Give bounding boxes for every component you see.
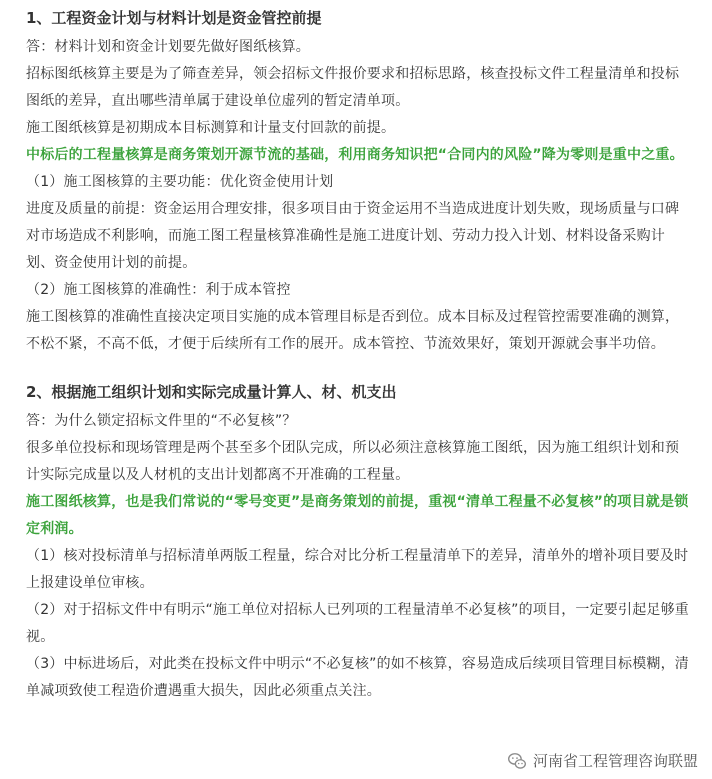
section2-explanation: 很多单位投标和现场管理是两个甚至多个团队完成，所以必须注意核算施工图纸，因为施工组织计划和预计实际完成量以及人材机的支出计划都离不开准确的工程量。 bbox=[26, 440, 680, 483]
section2-item-3: （3）中标进场后，对此类在投标文件中明示“不必复核”的如不核算，容易造成后续项目管理目标模糊，清单减项致使工程造价遭遇重大损失，因此必须重点关注。 bbox=[26, 656, 690, 699]
section1-point2-title: （2）施工图核算的准确性：利于成本管控 bbox=[26, 282, 291, 298]
watermark-text: 河南省工程管理咨询联盟 bbox=[532, 752, 698, 770]
section1-point1-body: 进度及质量的前提：资金运用合理安排，很多项目由于资金运用不当造成进度计划失败，现场质量与口碑对市场造成不利影响，而施工图工程量核算准确性是施工进度计划、劳动力投入计划、材料设备采购计划、资金使用计划的前提。 bbox=[26, 201, 680, 271]
section1-answer: 答：材料计划和资金计划要先做好图纸核算。 bbox=[26, 39, 310, 55]
section1-bid-drawing: 招标图纸核算主要是为了筛查差异，领会招标文件报价要求和招标思路，核查投标文件工程量清单和投标图纸的差异，直出哪些清单属于建设单位虚列的暂定清单项。 bbox=[26, 66, 680, 109]
section1-heading: 1、工程资金计划与材料计划是资金管控前提 bbox=[26, 9, 322, 27]
section2-item-1: （1）核对投标清单与招标清单两版工程量，综合对比分析工程量清单下的差异，清单外的增补项目要及时上报建设单位审核。 bbox=[26, 548, 689, 591]
wechat-icon bbox=[507, 751, 527, 771]
section2-item-2: （2）对于招标文件中有明示“施工单位对招标人已列项的工程量清单不必复核”的项目，一定要引起足够重视。 bbox=[26, 602, 690, 645]
section1-highlight: 中标后的工程量核算是商务策划开源节流的基础，利用商务知识把“合同内的风险”降为零则是重中之重。 bbox=[26, 147, 684, 163]
section1-point2-body: 施工图核算的准确性直接决定项目实施的成本管理目标是否到位。成本目标及过程管控需要准确的测算，不松不紧，不高不低，才便于后续所有工作的展开。成本管控、节流效果好，策划开源就会事半功倍。 bbox=[26, 309, 680, 352]
section2-heading: 2、根据施工组织计划和实际完成量计算人、材、机支出 bbox=[26, 383, 397, 401]
section2-answer: 答：为什么锁定招标文件里的“不必复核”？ bbox=[26, 413, 297, 429]
section1-construction-drawing: 施工图纸核算是初期成本目标测算和计量支付回款的前提。 bbox=[26, 120, 396, 136]
section2-highlight: 施工图纸核算，也是我们常说的“零号变更”是商务策划的前提，重视“清单工程量不必复核”的项目就是锁定利润。 bbox=[26, 494, 689, 537]
section-spacer bbox=[26, 358, 692, 382]
section1-point1-title: （1）施工图核算的主要功能：优化资金使用计划 bbox=[26, 174, 334, 190]
watermark bbox=[507, 750, 698, 771]
